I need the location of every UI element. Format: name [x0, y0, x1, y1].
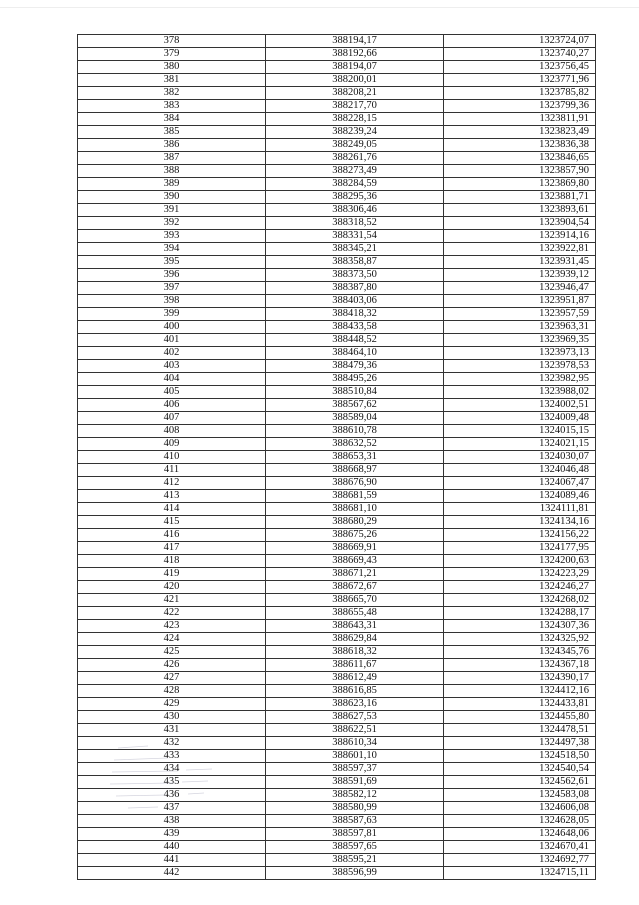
x-coordinate-cell: 388675,26 — [266, 529, 444, 542]
point-number-cell: 442 — [78, 867, 266, 880]
x-coordinate-cell: 388680,29 — [266, 516, 444, 529]
y-coordinate-cell: 1324089,46 — [444, 490, 596, 503]
x-coordinate-cell: 388345,21 — [266, 243, 444, 256]
x-coordinate-cell: 388671,21 — [266, 568, 444, 581]
point-number-cell: 379 — [78, 48, 266, 61]
x-coordinate-cell: 388611,67 — [266, 659, 444, 672]
point-number-cell: 393 — [78, 230, 266, 243]
point-number-cell: 423 — [78, 620, 266, 633]
x-coordinate-cell: 388580,99 — [266, 802, 444, 815]
y-coordinate-cell: 1323963,31 — [444, 321, 596, 334]
point-number-cell: 432 — [78, 737, 266, 750]
table-row — [78, 711, 596, 724]
point-number-cell: 417 — [78, 542, 266, 555]
x-coordinate-cell: 388610,34 — [266, 737, 444, 750]
y-coordinate-cell: 1323988,02 — [444, 386, 596, 399]
y-coordinate-cell: 1324606,08 — [444, 802, 596, 815]
x-coordinate-cell: 388208,21 — [266, 87, 444, 100]
point-number-cell: 408 — [78, 425, 266, 438]
point-number-cell: 394 — [78, 243, 266, 256]
x-coordinate-cell: 388295,36 — [266, 191, 444, 204]
point-number-cell: 441 — [78, 854, 266, 867]
table-row — [78, 464, 596, 477]
x-coordinate-cell: 388418,32 — [266, 308, 444, 321]
x-coordinate-cell: 388665,70 — [266, 594, 444, 607]
x-coordinate-cell: 388669,43 — [266, 555, 444, 568]
y-coordinate-cell: 1324325,92 — [444, 633, 596, 646]
table-row — [78, 529, 596, 542]
point-number-cell: 418 — [78, 555, 266, 568]
x-coordinate-cell: 388627,53 — [266, 711, 444, 724]
table-row — [78, 269, 596, 282]
table-row — [78, 191, 596, 204]
point-number-cell: 412 — [78, 477, 266, 490]
y-coordinate-cell: 1324223,29 — [444, 568, 596, 581]
table-row — [78, 581, 596, 594]
y-coordinate-cell: 1323823,49 — [444, 126, 596, 139]
x-coordinate-cell: 388623,16 — [266, 698, 444, 711]
x-coordinate-cell: 388643,31 — [266, 620, 444, 633]
point-number-cell: 382 — [78, 87, 266, 100]
x-coordinate-cell: 388589,04 — [266, 412, 444, 425]
point-number-cell: 439 — [78, 828, 266, 841]
y-coordinate-cell: 1323857,90 — [444, 165, 596, 178]
table-row — [78, 854, 596, 867]
y-coordinate-cell: 1324583,08 — [444, 789, 596, 802]
y-coordinate-cell: 1324367,18 — [444, 659, 596, 672]
x-coordinate-cell: 388612,49 — [266, 672, 444, 685]
point-number-cell: 436 — [78, 789, 266, 802]
table-row — [78, 698, 596, 711]
y-coordinate-cell: 1323799,36 — [444, 100, 596, 113]
y-coordinate-cell: 1324455,80 — [444, 711, 596, 724]
table-row — [78, 256, 596, 269]
y-coordinate-cell: 1323881,71 — [444, 191, 596, 204]
table-row — [78, 152, 596, 165]
y-coordinate-cell: 1323869,80 — [444, 178, 596, 191]
y-coordinate-cell: 1324390,17 — [444, 672, 596, 685]
table-row — [78, 724, 596, 737]
table-row — [78, 516, 596, 529]
x-coordinate-cell: 388306,46 — [266, 204, 444, 217]
y-coordinate-cell: 1323957,59 — [444, 308, 596, 321]
table-row — [78, 230, 596, 243]
table-row — [78, 204, 596, 217]
y-coordinate-cell: 1324307,36 — [444, 620, 596, 633]
x-coordinate-cell: 388681,59 — [266, 490, 444, 503]
table-row — [78, 373, 596, 386]
x-coordinate-cell: 388200,01 — [266, 74, 444, 87]
x-coordinate-cell: 388331,54 — [266, 230, 444, 243]
table-row — [78, 594, 596, 607]
x-coordinate-cell: 388582,12 — [266, 789, 444, 802]
point-number-cell: 420 — [78, 581, 266, 594]
table-row — [78, 321, 596, 334]
point-number-cell: 428 — [78, 685, 266, 698]
x-coordinate-cell: 388284,59 — [266, 178, 444, 191]
x-coordinate-cell: 388668,97 — [266, 464, 444, 477]
x-coordinate-cell: 388610,78 — [266, 425, 444, 438]
y-coordinate-cell: 1323846,65 — [444, 152, 596, 165]
point-number-cell: 396 — [78, 269, 266, 282]
table-row — [78, 672, 596, 685]
point-number-cell: 387 — [78, 152, 266, 165]
x-coordinate-cell: 388433,58 — [266, 321, 444, 334]
table-row — [78, 74, 596, 87]
point-number-cell: 400 — [78, 321, 266, 334]
y-coordinate-cell: 1323951,87 — [444, 295, 596, 308]
x-coordinate-cell: 388217,70 — [266, 100, 444, 113]
y-coordinate-cell: 1324015,15 — [444, 425, 596, 438]
point-number-cell: 391 — [78, 204, 266, 217]
x-coordinate-cell: 388479,36 — [266, 360, 444, 373]
point-number-cell: 409 — [78, 438, 266, 451]
y-coordinate-cell: 1324628,05 — [444, 815, 596, 828]
x-coordinate-cell: 388669,91 — [266, 542, 444, 555]
x-coordinate-cell: 388192,66 — [266, 48, 444, 61]
point-number-cell: 431 — [78, 724, 266, 737]
faded-stamp — [108, 740, 218, 820]
x-coordinate-cell: 388510,84 — [266, 386, 444, 399]
x-coordinate-cell: 388676,90 — [266, 477, 444, 490]
y-coordinate-cell: 1323893,61 — [444, 204, 596, 217]
table-row — [78, 334, 596, 347]
point-number-cell: 395 — [78, 256, 266, 269]
table-row — [78, 308, 596, 321]
x-coordinate-cell: 388681,10 — [266, 503, 444, 516]
y-coordinate-cell: 1323978,53 — [444, 360, 596, 373]
table-row — [78, 178, 596, 191]
point-number-cell: 380 — [78, 61, 266, 74]
table-row — [78, 620, 596, 633]
table-row — [78, 295, 596, 308]
table-row — [78, 568, 596, 581]
y-coordinate-cell: 1324648,06 — [444, 828, 596, 841]
y-coordinate-cell: 1323939,12 — [444, 269, 596, 282]
table-row — [78, 503, 596, 516]
y-coordinate-cell: 1324562,61 — [444, 776, 596, 789]
y-coordinate-cell: 1323756,45 — [444, 61, 596, 74]
table-row — [78, 555, 596, 568]
x-coordinate-cell: 388387,80 — [266, 282, 444, 295]
table-row — [78, 360, 596, 373]
x-coordinate-cell: 388597,37 — [266, 763, 444, 776]
point-number-cell: 424 — [78, 633, 266, 646]
x-coordinate-cell: 388653,31 — [266, 451, 444, 464]
table-row — [78, 646, 596, 659]
y-coordinate-cell: 1323836,38 — [444, 139, 596, 152]
table-row — [78, 633, 596, 646]
y-coordinate-cell: 1323724,07 — [444, 35, 596, 48]
point-number-cell: 389 — [78, 178, 266, 191]
table-row — [78, 542, 596, 555]
y-coordinate-cell: 1323973,13 — [444, 347, 596, 360]
table-row — [78, 100, 596, 113]
x-coordinate-cell: 388655,48 — [266, 607, 444, 620]
y-coordinate-cell: 1324670,41 — [444, 841, 596, 854]
y-coordinate-cell: 1323904,54 — [444, 217, 596, 230]
x-coordinate-cell: 388249,05 — [266, 139, 444, 152]
y-coordinate-cell: 1323931,45 — [444, 256, 596, 269]
x-coordinate-cell: 388403,06 — [266, 295, 444, 308]
y-coordinate-cell: 1324433,81 — [444, 698, 596, 711]
point-number-cell: 378 — [78, 35, 266, 48]
x-coordinate-cell: 388194,07 — [266, 61, 444, 74]
x-coordinate-cell: 388261,76 — [266, 152, 444, 165]
x-coordinate-cell: 388228,15 — [266, 113, 444, 126]
x-coordinate-cell: 388448,52 — [266, 334, 444, 347]
point-number-cell: 422 — [78, 607, 266, 620]
point-number-cell: 433 — [78, 750, 266, 763]
x-coordinate-cell: 388495,26 — [266, 373, 444, 386]
point-number-cell: 405 — [78, 386, 266, 399]
y-coordinate-cell: 1324497,38 — [444, 737, 596, 750]
x-coordinate-cell: 388672,67 — [266, 581, 444, 594]
y-coordinate-cell: 1324478,51 — [444, 724, 596, 737]
point-number-cell: 435 — [78, 776, 266, 789]
point-number-cell: 383 — [78, 100, 266, 113]
table-row — [78, 48, 596, 61]
x-coordinate-cell: 388358,87 — [266, 256, 444, 269]
point-number-cell: 429 — [78, 698, 266, 711]
y-coordinate-cell: 1324009,48 — [444, 412, 596, 425]
x-coordinate-cell: 388194,17 — [266, 35, 444, 48]
point-number-cell: 388 — [78, 165, 266, 178]
table-row — [78, 490, 596, 503]
table-row — [78, 165, 596, 178]
x-coordinate-cell: 388273,49 — [266, 165, 444, 178]
point-number-cell: 419 — [78, 568, 266, 581]
x-coordinate-cell: 388597,65 — [266, 841, 444, 854]
y-coordinate-cell: 1324046,48 — [444, 464, 596, 477]
y-coordinate-cell: 1323982,95 — [444, 373, 596, 386]
x-coordinate-cell: 388616,85 — [266, 685, 444, 698]
point-number-cell: 399 — [78, 308, 266, 321]
y-coordinate-cell: 1324288,17 — [444, 607, 596, 620]
table-row — [78, 607, 596, 620]
table-row — [78, 438, 596, 451]
point-number-cell: 421 — [78, 594, 266, 607]
x-coordinate-cell: 388587,63 — [266, 815, 444, 828]
table-row — [78, 347, 596, 360]
point-number-cell: 386 — [78, 139, 266, 152]
point-number-cell: 385 — [78, 126, 266, 139]
x-coordinate-cell: 388622,51 — [266, 724, 444, 737]
point-number-cell: 430 — [78, 711, 266, 724]
table-row — [78, 841, 596, 854]
table-row — [78, 828, 596, 841]
table-row — [78, 113, 596, 126]
point-number-cell: 406 — [78, 399, 266, 412]
y-coordinate-cell: 1323922,81 — [444, 243, 596, 256]
table-row — [78, 282, 596, 295]
table-row — [78, 139, 596, 152]
point-number-cell: 437 — [78, 802, 266, 815]
y-coordinate-cell: 1324067,47 — [444, 477, 596, 490]
table-row — [78, 243, 596, 256]
point-number-cell: 401 — [78, 334, 266, 347]
y-coordinate-cell: 1323740,27 — [444, 48, 596, 61]
x-coordinate-cell: 388632,52 — [266, 438, 444, 451]
point-number-cell: 384 — [78, 113, 266, 126]
y-coordinate-cell: 1324002,51 — [444, 399, 596, 412]
point-number-cell: 416 — [78, 529, 266, 542]
y-coordinate-cell: 1324021,15 — [444, 438, 596, 451]
point-number-cell: 440 — [78, 841, 266, 854]
y-coordinate-cell: 1323969,35 — [444, 334, 596, 347]
x-coordinate-cell: 388629,84 — [266, 633, 444, 646]
point-number-cell: 414 — [78, 503, 266, 516]
table-row — [78, 386, 596, 399]
x-coordinate-cell: 388239,24 — [266, 126, 444, 139]
point-number-cell: 398 — [78, 295, 266, 308]
x-coordinate-cell: 388318,52 — [266, 217, 444, 230]
x-coordinate-cell: 388618,32 — [266, 646, 444, 659]
x-coordinate-cell: 388597,81 — [266, 828, 444, 841]
table-row — [78, 61, 596, 74]
point-number-cell: 434 — [78, 763, 266, 776]
y-coordinate-cell: 1324030,07 — [444, 451, 596, 464]
point-number-cell: 403 — [78, 360, 266, 373]
x-coordinate-cell: 388591,69 — [266, 776, 444, 789]
point-number-cell: 390 — [78, 191, 266, 204]
y-coordinate-cell: 1324540,54 — [444, 763, 596, 776]
point-number-cell: 397 — [78, 282, 266, 295]
y-coordinate-cell: 1324156,22 — [444, 529, 596, 542]
point-number-cell: 402 — [78, 347, 266, 360]
y-coordinate-cell: 1324111,81 — [444, 503, 596, 516]
y-coordinate-cell: 1324177,95 — [444, 542, 596, 555]
x-coordinate-cell: 388464,10 — [266, 347, 444, 360]
y-coordinate-cell: 1323785,82 — [444, 87, 596, 100]
x-coordinate-cell: 388567,62 — [266, 399, 444, 412]
point-number-cell: 381 — [78, 74, 266, 87]
y-coordinate-cell: 1324268,02 — [444, 594, 596, 607]
point-number-cell: 427 — [78, 672, 266, 685]
point-number-cell: 407 — [78, 412, 266, 425]
point-number-cell: 411 — [78, 464, 266, 477]
y-coordinate-cell: 1324518,50 — [444, 750, 596, 763]
table-row — [78, 412, 596, 425]
table-row — [78, 425, 596, 438]
point-number-cell: 426 — [78, 659, 266, 672]
y-coordinate-cell: 1323946,47 — [444, 282, 596, 295]
point-number-cell: 392 — [78, 217, 266, 230]
point-number-cell: 413 — [78, 490, 266, 503]
table-row — [78, 451, 596, 464]
x-coordinate-cell: 388596,99 — [266, 867, 444, 880]
table-row — [78, 217, 596, 230]
point-number-cell: 415 — [78, 516, 266, 529]
y-coordinate-cell: 1323811,91 — [444, 113, 596, 126]
page-top-edge — [0, 7, 639, 8]
y-coordinate-cell: 1324715,11 — [444, 867, 596, 880]
table-row — [78, 685, 596, 698]
point-number-cell: 425 — [78, 646, 266, 659]
point-number-cell: 438 — [78, 815, 266, 828]
y-coordinate-cell: 1324345,76 — [444, 646, 596, 659]
table-row — [78, 399, 596, 412]
y-coordinate-cell: 1323914,16 — [444, 230, 596, 243]
x-coordinate-cell: 388373,50 — [266, 269, 444, 282]
point-number-cell: 410 — [78, 451, 266, 464]
x-coordinate-cell: 388595,21 — [266, 854, 444, 867]
table-row — [78, 87, 596, 100]
y-coordinate-cell: 1324134,16 — [444, 516, 596, 529]
table-row — [78, 35, 596, 48]
table-row — [78, 126, 596, 139]
y-coordinate-cell: 1324200,63 — [444, 555, 596, 568]
table-row — [78, 477, 596, 490]
table-row — [78, 867, 596, 880]
y-coordinate-cell: 1324412,16 — [444, 685, 596, 698]
y-coordinate-cell: 1324692,77 — [444, 854, 596, 867]
x-coordinate-cell: 388601,10 — [266, 750, 444, 763]
y-coordinate-cell: 1324246,27 — [444, 581, 596, 594]
point-number-cell: 404 — [78, 373, 266, 386]
table-row — [78, 659, 596, 672]
y-coordinate-cell: 1323771,96 — [444, 74, 596, 87]
